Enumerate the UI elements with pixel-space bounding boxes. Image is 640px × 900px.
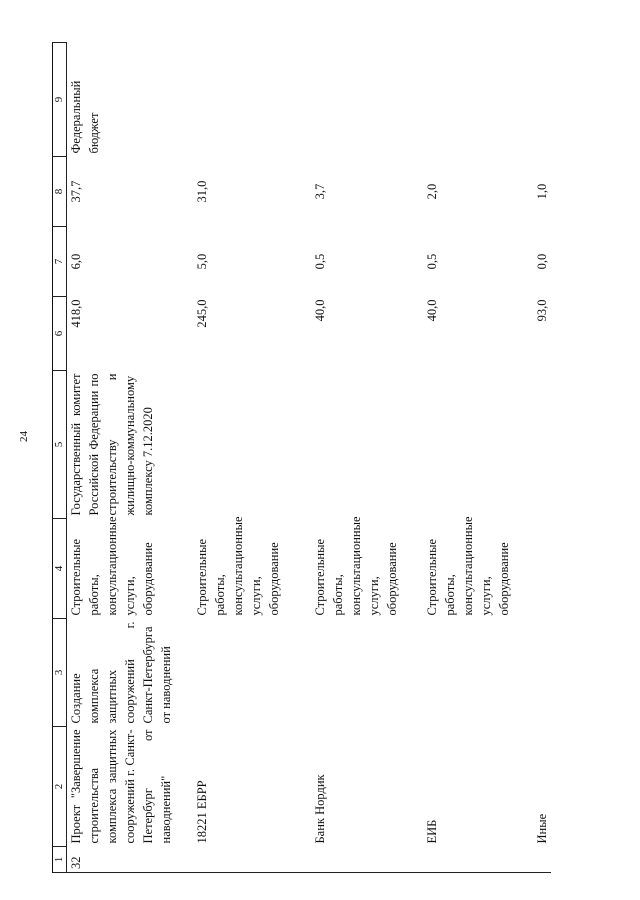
table-row bbox=[67, 43, 194, 873]
amount-cell: 6,0 bbox=[69, 253, 83, 270]
agency-cell bbox=[193, 371, 311, 519]
project-financing-table bbox=[52, 42, 551, 873]
column-header-1: 1 bbox=[53, 847, 67, 873]
goal-cell: Создание комплекса защитных сооружений г. Санкт-Петербурга от наводнений bbox=[69, 621, 173, 724]
amount-cell: 40,0 bbox=[425, 299, 439, 322]
works-cell: Строительные работы, консультационные услуги, оборудование bbox=[425, 516, 511, 616]
agency-cell bbox=[311, 371, 423, 519]
amount-cell: 5,0 bbox=[195, 253, 209, 270]
works-cell bbox=[533, 519, 551, 619]
page-number: 24 bbox=[18, 431, 30, 442]
amount-cell: 2,0 bbox=[425, 183, 439, 200]
amount-cell: 37,7 bbox=[69, 180, 83, 203]
goal-cell bbox=[193, 619, 311, 727]
project-cell: 18221 ЕБРР bbox=[195, 780, 209, 844]
amount-cell: 31,0 bbox=[195, 180, 209, 203]
amount-cell: 0,5 bbox=[425, 253, 439, 270]
column-header-8: 8 bbox=[53, 157, 67, 227]
amount-cell: 245,0 bbox=[195, 299, 209, 328]
agency-cell bbox=[533, 371, 551, 519]
table-row bbox=[311, 43, 423, 873]
works-cell: Строительные работы, консультационные услуги, оборудование bbox=[313, 516, 399, 616]
row-number bbox=[423, 847, 533, 873]
project-cell: Банк Нордик bbox=[313, 774, 327, 844]
amount-cell: 3,7 bbox=[313, 183, 327, 200]
goal-cell bbox=[533, 619, 551, 727]
header-row bbox=[53, 43, 67, 873]
rotated-table-wrapper bbox=[52, 43, 612, 873]
agency-cell bbox=[423, 371, 533, 519]
amount-cell: 93,0 bbox=[535, 299, 549, 322]
project-cell: ЕИБ bbox=[425, 819, 439, 844]
column-header-3: 3 bbox=[53, 619, 67, 727]
source-cell bbox=[533, 43, 551, 157]
agency-cell: Государственный комитет Российской Федерации по строительству и жилищно-коммунальному комплексу 7.12.2020 bbox=[69, 373, 155, 516]
amount-cell: 0,0 bbox=[535, 253, 549, 270]
column-header-2: 2 bbox=[53, 727, 67, 847]
table-row bbox=[423, 43, 533, 873]
amount-cell: 1,0 bbox=[535, 183, 549, 200]
source-cell bbox=[193, 43, 311, 157]
column-header-9: 9 bbox=[53, 43, 67, 157]
column-header-4: 4 bbox=[53, 519, 67, 619]
row-number bbox=[193, 847, 311, 873]
source-cell bbox=[311, 43, 423, 157]
table-row bbox=[533, 43, 551, 873]
goal-cell bbox=[311, 619, 423, 727]
row-number bbox=[311, 847, 423, 873]
amount-cell: 40,0 bbox=[313, 299, 327, 322]
row-number bbox=[533, 847, 551, 873]
source-cell: Федеральный бюджет bbox=[69, 80, 101, 154]
row-number: 32 bbox=[67, 847, 194, 873]
column-header-6: 6 bbox=[53, 297, 67, 371]
project-cell: Проект "Завершение строительства комплекса защитных сооружений г. Санкт-Петербург от наводнений" bbox=[69, 729, 173, 844]
table-row bbox=[193, 43, 311, 873]
source-cell bbox=[423, 43, 533, 157]
goal-cell bbox=[423, 619, 533, 727]
column-header-5: 5 bbox=[53, 371, 67, 519]
amount-cell: 0,5 bbox=[313, 253, 327, 270]
project-cell: Иные bbox=[535, 813, 549, 844]
works-cell: Строительные работы, консультационные услуги, оборудование bbox=[69, 516, 155, 616]
amount-cell: 418,0 bbox=[69, 299, 83, 328]
column-header-7: 7 bbox=[53, 227, 67, 297]
works-cell: Строительные работы, консультационные услуги, оборудование bbox=[195, 516, 281, 616]
